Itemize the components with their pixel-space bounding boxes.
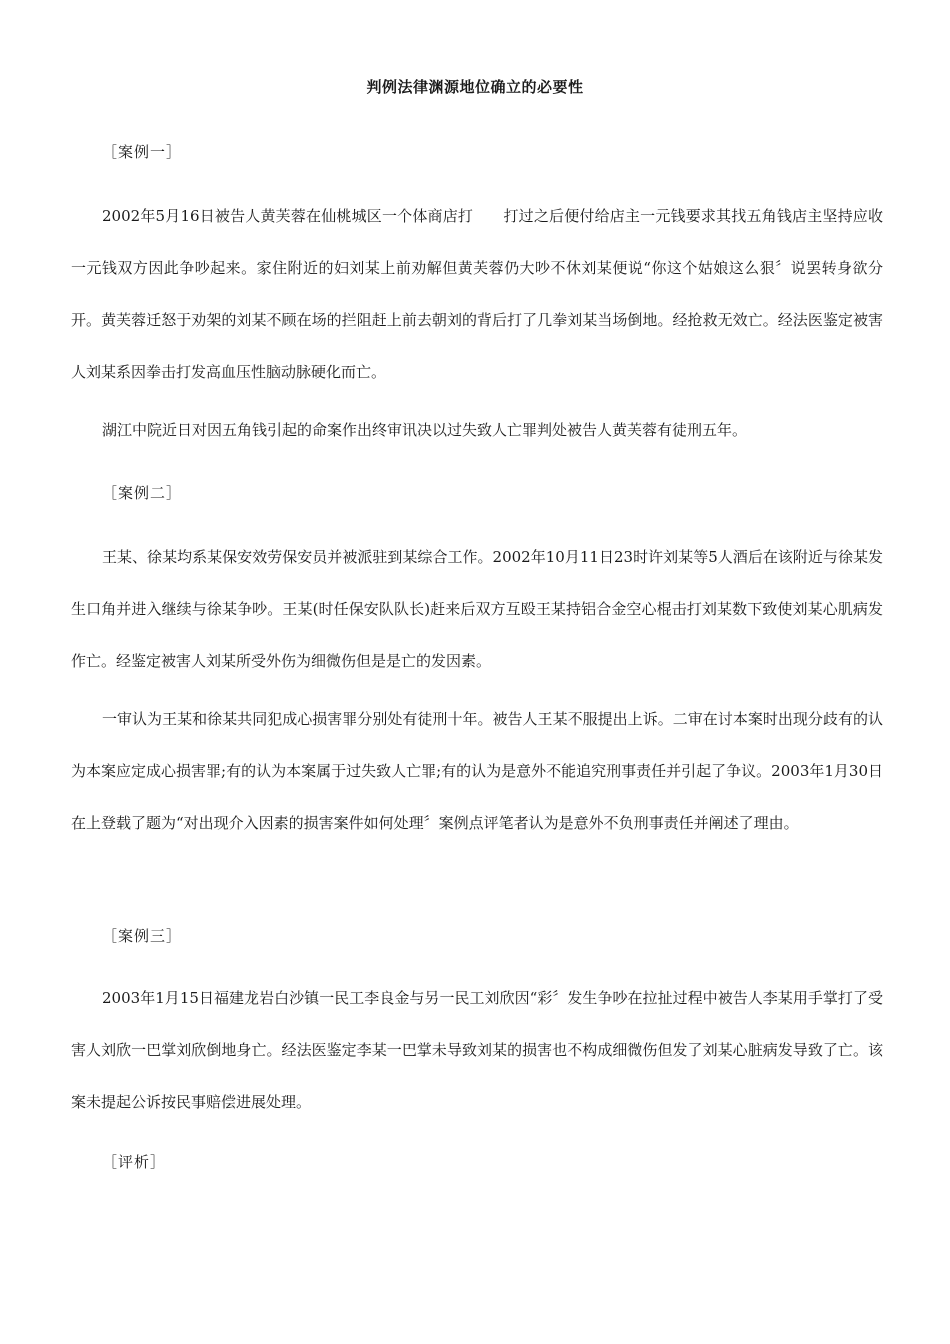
case1-paragraph-1: 2002年5月16日被告人黄芙蓉在仙桃城区一个体商店打 打过之后便付给店主一元钱要求其找五角钱店主坚持应收一元钱双方因此争吵起来。家住附近的妇刘某上前劝解但黄芙蓉仍大吵不休刘某便说“你这个姑娘这么狠〞说罢转身欲分开。黄芙蓉迁怒于劝架的刘某不顾在场的拦阻赶上前去朝刘的背后打了几拳刘某当场倒地。经抢救无效亡。经法医鉴定被害人刘某系因拳击打发高血压性脑动脉硬化而亡。: [71, 207, 883, 381]
case3-label: ［案例三］: [102, 927, 183, 945]
case3-paragraph-1: 2003年1月15日福建龙岩白沙镇一民工李良金与另一民工刘欣因“彩〞发生争吵在拉扯过程中被告人李某用手掌打了受害人刘欣一巴掌刘欣倒地身亡。经法医鉴定李某一巴掌未导致刘某的损害也不构成细微伤但发了刘某心脏病发导致了亡。该案未提起公诉按民事赔偿进展处理。: [71, 989, 883, 1111]
document-title: 判例法律渊源地位确立的必要性: [366, 78, 584, 96]
case2-paragraph-1: 王某、徐某均系某保安效劳保安员并被派驻到某综合工作。2002年10月11日23时许刘某等5人酒后在该附近与徐某发生口角并进入继续与徐某争吵。王某(时任保安队队长)赶来后双方互殴王某持铝合金空心棍击打刘某数下致使刘某心肌病发作亡。经鉴定被害人刘某所受外伤为细微伤但是是亡的发因素。: [71, 548, 883, 670]
analysis-label: ［评析］: [102, 1153, 167, 1171]
case1-label: ［案例一］: [102, 143, 183, 161]
case2-label: ［案例二］: [102, 484, 183, 502]
case1-paragraph-2: 湖江中院近日对因五角钱引起的命案作出终审讯决以过失致人亡罪判处被告人黄芙蓉有徒刑五年。: [102, 421, 748, 439]
case2-paragraph-2: 一审认为王某和徐某共同犯成心损害罪分别处有徒刑十年。被告人王某不服提出上诉。二审在讨本案时出现分歧有的认为本案应定成心损害罪;有的认为本案属于过失致人亡罪;有的认为是意外不能追究刑事责任并引起了争议。2003年1月30日在上登载了题为“对出现介入因素的损害案件如何处理〞案例点评笔者认为是意外不负刑事责任并阐述了理由。: [71, 710, 883, 832]
